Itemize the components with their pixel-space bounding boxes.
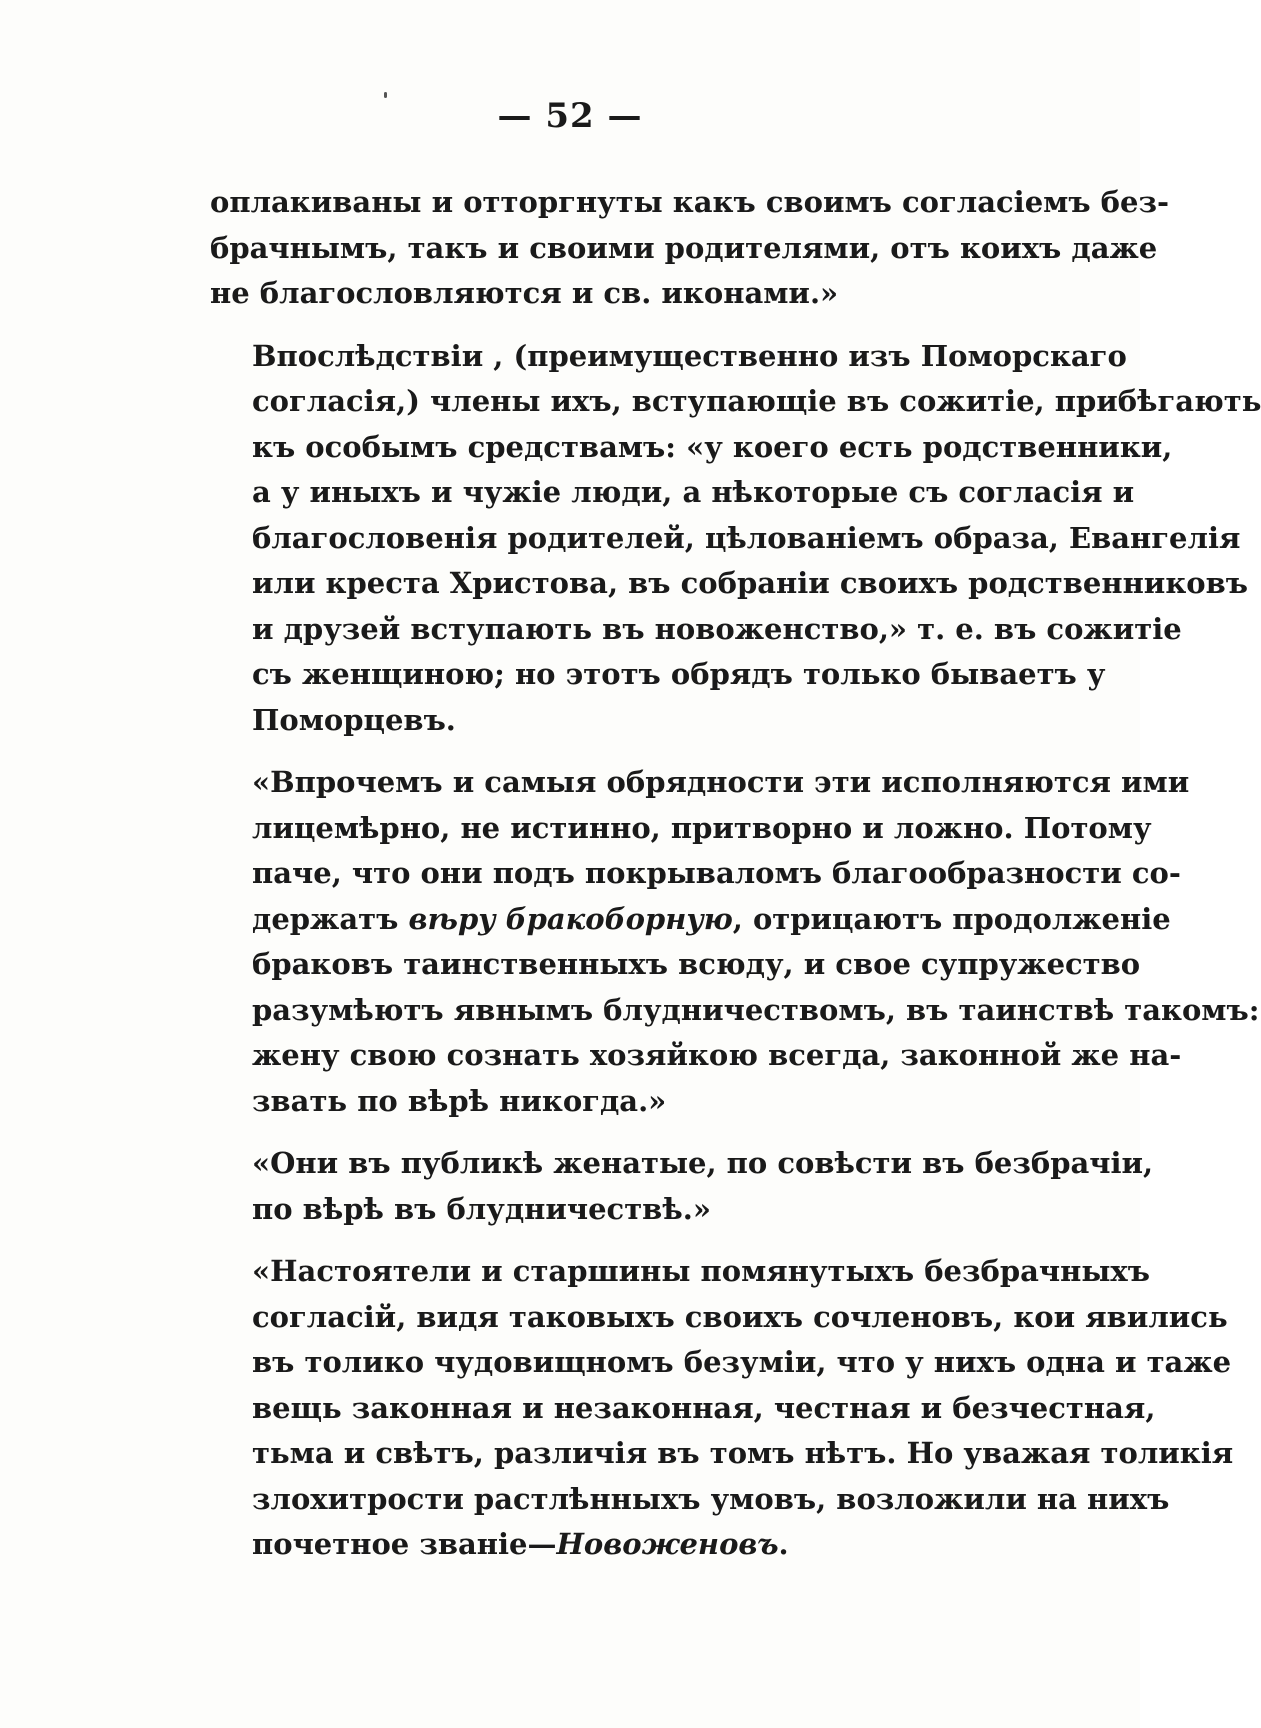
text-line [210, 698, 1060, 744]
text-line [210, 1340, 1232, 1386]
text-line [210, 516, 1241, 562]
text-run: тьма и свѣтъ, различія въ томъ нѣтъ. Но уважая толикія [252, 1436, 1234, 1470]
text-line [210, 1522, 1060, 1568]
text-line [210, 607, 1182, 653]
text-line [210, 271, 1060, 317]
text-run: оплакиваны и отторгнуты какъ своимъ согласіемъ без- [210, 185, 1170, 219]
text-run: почетное званіе— [252, 1527, 557, 1561]
text-line [210, 942, 1141, 988]
text-line [210, 470, 1135, 516]
text-run: «Они въ публикѣ женатые, по совѣсти въ безбрачіи, [252, 1146, 1154, 1180]
text-line [210, 425, 1173, 471]
text-run: и друзей вступають въ новоженство,» т. е. въ сожитіе [252, 611, 1182, 646]
emphasis-text: вѣру бракоборную [408, 901, 733, 936]
text-line [210, 1079, 1060, 1125]
text-run: держатъ [252, 901, 409, 936]
text-run: злохитрости растлѣнныхъ умовъ, возложили на нихъ [252, 1481, 1170, 1516]
text-line [210, 561, 1248, 607]
text-line [210, 180, 1170, 226]
text-line [210, 226, 1158, 272]
text-run: въ толико чудовищномъ безуміи, что у нихъ одна и таже [252, 1345, 1232, 1379]
text-run: «Впрочемъ и самыя обрядности эти исполняются ими [252, 765, 1190, 799]
text-run: не благословляются и св. иконами.» [210, 276, 839, 310]
paragraph [210, 760, 1260, 1124]
text-run: жену свою сознать хозяйкою всегда, законной же на- [252, 1038, 1182, 1072]
text-run: Поморцевъ. [252, 702, 456, 737]
text-line [210, 988, 1260, 1034]
paragraph [210, 1141, 1154, 1232]
text-line [210, 652, 1106, 698]
text-run: . [778, 1527, 789, 1561]
text-run: или креста Христова, въ собраніи своихъ родственниковъ [252, 566, 1248, 600]
text-line [210, 1141, 1154, 1187]
text-run: съ женщиною; но этотъ обрядъ только бываетъ у [252, 657, 1106, 691]
paragraph [210, 334, 1261, 744]
text-run: лицемѣрно, не истинно, притворно и ложно. Потому [252, 810, 1152, 845]
text-run: вещь законная и незаконная, честная и безчестная, [252, 1390, 1156, 1425]
text-run: брачнымъ, такъ и своими родителями, отъ коихъ даже [210, 230, 1158, 265]
emphasis-text: Новоженовъ [556, 1527, 779, 1561]
paragraph [210, 1249, 1234, 1568]
text-run: благословенія родителей, цѣлованіемъ образа, Евангелія [252, 520, 1241, 555]
text-run: браковъ таинственныхъ всюду, и свое супружество [252, 947, 1141, 981]
text-run: согласій, видя таковыхъ своихъ сочленовъ, кои явились [252, 1299, 1228, 1334]
text-line [210, 1295, 1228, 1341]
paragraph [210, 180, 1170, 317]
text-run: по вѣрѣ въ блудничествѣ.» [252, 1191, 711, 1226]
text-run: Впослѣдствіи , (преимущественно изъ Поморскаго [252, 338, 1127, 373]
text-run: согласія,) члены ихъ, вступающіе въ сожитіе, прибѣгають [252, 384, 1261, 418]
body-text [210, 180, 1261, 1585]
text-run: звать по вѣрѣ никогда.» [252, 1083, 667, 1118]
text-line [210, 1431, 1234, 1477]
page-number: — 52 — [497, 96, 643, 136]
text-line [210, 806, 1152, 852]
text-line [210, 897, 1171, 943]
text-run: а у иныхъ и чужіе люди, а нѣкоторые съ согласія и [252, 475, 1135, 509]
text-line [210, 1187, 1060, 1233]
text-line [210, 379, 1261, 425]
text-run: , отрицаютъ продолженіе [732, 901, 1171, 936]
text-line [210, 1386, 1156, 1432]
text-run: «Настоятели и старшины помянутыхъ безбрачныхъ [252, 1254, 1150, 1288]
text-run: разумѣютъ явнымъ блудничествомъ, въ таинствѣ такомъ: [252, 992, 1260, 1027]
text-line [210, 1249, 1150, 1295]
text-line [210, 760, 1190, 806]
text-run: паче, что они подъ покрываломъ благообразности со- [252, 856, 1181, 890]
text-line [210, 1477, 1170, 1523]
text-run: къ особымъ средствамъ: «у коего есть родственники, [252, 429, 1173, 464]
text-line [210, 334, 1127, 380]
text-line [210, 1033, 1182, 1079]
text-line [210, 851, 1181, 897]
